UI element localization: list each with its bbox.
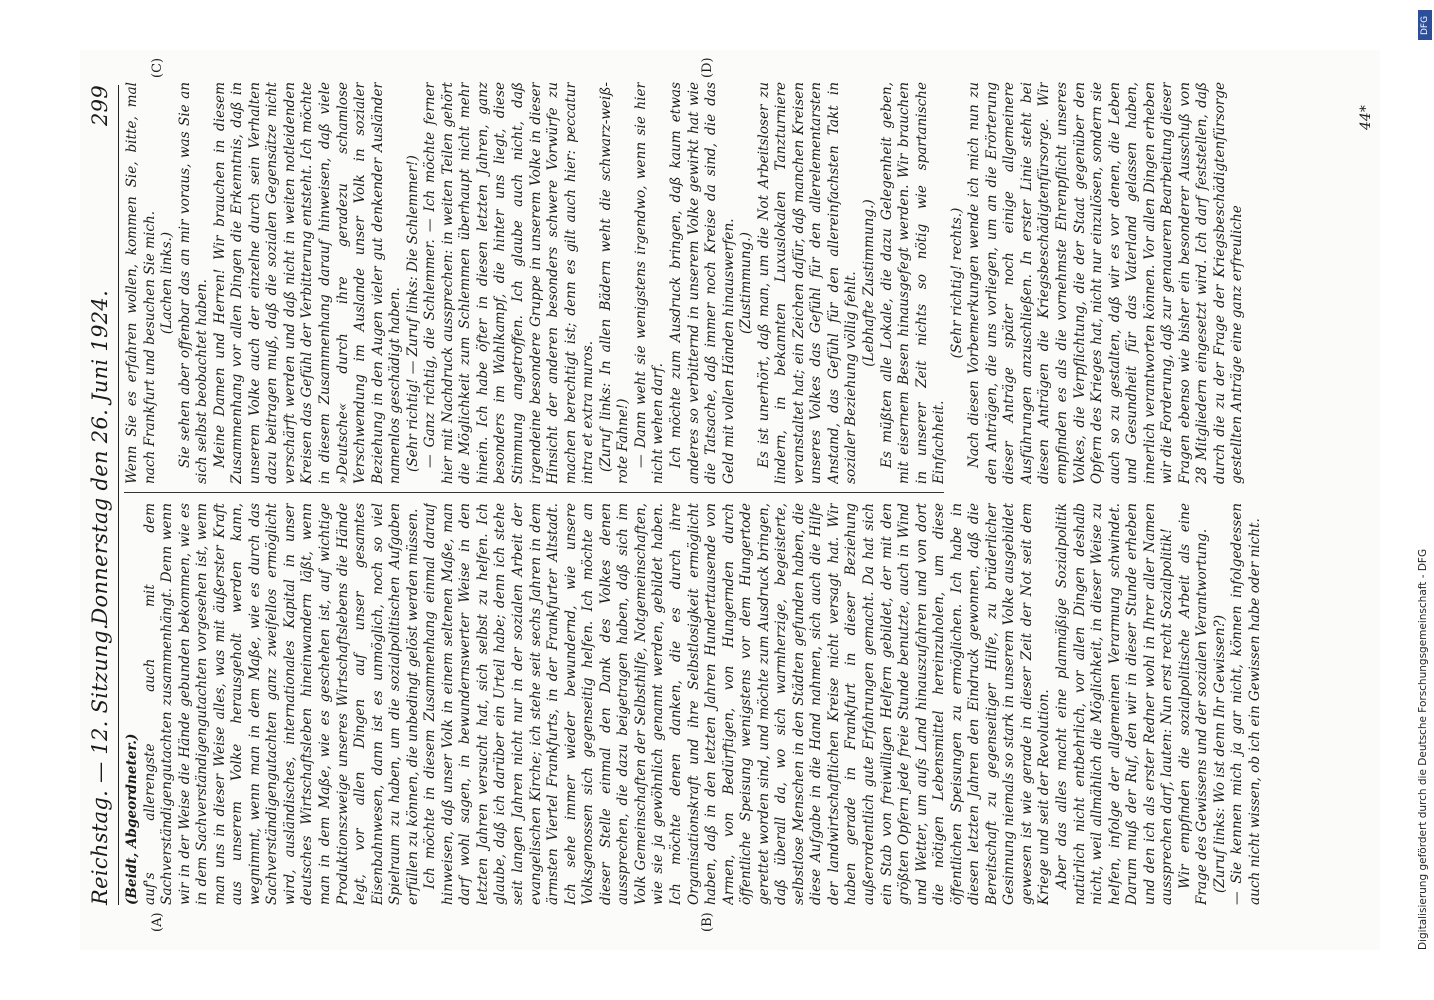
page-number: 299 [88, 85, 112, 126]
right-paragraph-7: Es ist unerhört, daß man, um die Not Arbeitsloser zu lindern, in bekannten Luxuslokalen Tanzturniere veranstaltet hat; ein Zeichen dafür, daß manchen Kreisen unseres Volkes das Gefühl für den allerelementarsten Anstand, das Gefühl für den allereinfachsten Takt in sozialer Beziehung völlig fehlt. [755, 82, 860, 484]
right-paragraph-4: — Ganz richtig, die Schlemmer. — Ich möchte ferner hier mit Nachdruck aussprechen: in weiten Teilen gehört die Möglichkeit zum Schlemmen überhaupt nicht mehr hinein. Ich habe öfter in diesen letzten Jahren, ganz besonders im Wahlkampf, die hinter uns liegt, diese Stimmung angetroffen. Ich glaube auch nicht, daß irgendeine besondere Gruppe in unserem Volke in dieser Hinsicht der anderen besonders schwere Vorwürfe zu machen berechtigt ist; denn es gilt auch hier: peccatur intra et extra muros. [422, 82, 597, 484]
header-date-and-page [88, 85, 112, 625]
speaker-label: (Beidt, Abgeordneter.) [124, 733, 140, 905]
document-page [80, 50, 1380, 950]
left-paragraph-4: Wir empfinden die sozialpolitische Arbeit als eine Frage des Gewissens und der sozialen Verantwortung. [1176, 503, 1211, 905]
right-paragraph-1: Wenn Sie es erfahren wollen, kommen Sie, bitte, mal nach Frankfurt und besuchen Sie mich. [124, 82, 158, 484]
interjection-agreement-2: (Lebhafte Zustimmung.) [860, 199, 877, 367]
right-paragraph-6: Ich möchte zum Ausdruck bringen, daß kaum etwas anderes so verbitternd in unserem Volke gewirkt hat wie die Tatsache, daß immer noch Kreise da sind, die das Geld mit vollen Händen hinauswerfen. [667, 82, 737, 484]
dfg-logo-icon: DFG [1418, 10, 1432, 40]
right-paragraph-2: Sie sehen aber offenbar das an mir voraus, was Sie an sich selbst beobachtet haben. [176, 82, 211, 484]
right-paragraph-3: Meine Damen und Herren! Wir brauchen in diesem Zusammenhang vor allen Dingen die Erkenntnis, daß in unserem Volke auch der einzelne durch sein Verhalten dazu beitragen muß, daß die sozialen Gegensätze nicht verschärft werden und daß nicht in weiten notleidenden Kreisen das Gefühl der Verbitterung entsteht. Ich möchte in diesem Zusammenhang darauf hinweisen, daß viele »Deutsche« durch ihre geradezu schamlose Verschwendung im Auslande unser Volk in sozialer Beziehung in den Augen vieler gut denkender Ausländer namenlos geschädigt haben. [211, 82, 404, 484]
interjection-schlemmer: (Sehr richtig! — Zuruf links: Die Schlemmer!) [404, 155, 421, 472]
right-paragraph-5: — Dann weht sie wenigstens irgendwo, wenn sie hier nicht wehen darf. [632, 82, 667, 484]
right-column [124, 82, 1354, 484]
interjection-agreement-1: (Zustimmung.) [738, 232, 755, 334]
left-paragraph-1: auf's allerengste auch mit dem Sachverständigengutachten zusammenhängt. Denn wenn wir in der Weise die Hände gebunden bekommen, wie es in dem Sachverständigengutachten vorgesehen ist, wenn man uns in dieser Weise alles, was mit äußerster Kraft aus unserem Volke herausgeholt werden kann, wegnimmt, wenn man in dem Maße, wie es durch das Sachverständigengutachten ganz zweifellos ermöglicht wird, ausländisches, internationales Kapital in unser deutsches Wirtschaftsleben hineinwandern läßt, wenn man in dem Maße, wie es geschehen ist, auf wichtige Produktionszweige unseres Wirtschaftslebens die Hände legt, vor allen Dingen auf unser gesamtes Eisenbahnwesen, dann ist es unmöglich, noch so viel Spielraum zu haben, um die sozialpolitischen Aufgaben erfüllen zu können, die unbedingt gelöst werden müssen. [141, 503, 421, 905]
interjection-fahne: (Zuruf links: In allen Bädern weht die schwarz-weiß-rote Fahne!) [597, 82, 632, 484]
header-session: Reichstag. — 12. Sitzung. [88, 623, 112, 905]
margin-mark-d: (D) [700, 57, 715, 78]
left-paragraph-3: Aber das alles macht eine planmäßige Sozialpolitik natürlich nicht entbehrlich, vor allen Dingen deshalb nicht, weil allmählich die Möglichkeit, in dieser Weise zu helfen, infolge der allgemeinen Verarmung schwindet. Darum muß der Ruf, den wir in dieser Stunde erheben und den ich als erster Redner wohl in Ihrer aller Namen aussprechen darf, lauten: Nun erst recht Sozialpolitik! [1053, 503, 1176, 905]
header-date: Donnerstag den 26. Juni 1924. [88, 289, 112, 625]
right-paragraph-9: Nach diesen Vorbemerkungen wende ich mich nun zu den Anträgen, die uns vorliegen, um an die Erörterung dieser Anträge später noch einige allgemeinere Ausführungen anzuschließen. In erster Linie steht bei diesen Anträgen die Kriegsbeschädigtenfürsorge. Wir empfinden es als die vornehmste Ehrenpflicht unseres Volkes, die Verpflichtung, die der Staat gegenüber den Opfern des Krieges hat, nicht nur einzulösen, sondern sie auch so zu gestalten, daß wir es vor denen, die Leben und Gesundheit für das Vaterland gelassen haben, innerlich verantworten können. Vor allen Dingen erheben wir die Forderung, daß zur genaueren Bearbeitung dieser Fragen ebenso wie bisher ein besonderer Ausschuß von 28 Mitgliedern eingesetzt wird. Ich darf feststellen, daß durch die zu der Frage der Kriegsbeschädigtenfürsorge gestellten Anträge eine ganz erfreuliche [966, 82, 1246, 484]
interjection: (Zuruf links: Wo ist denn Ihr Gewissen?) [1211, 614, 1228, 893]
left-closing-paragraph: — Sie kennen mich ja gar nicht, können infolgedessen auch nicht wissen, ob ich ein Gewissen habe oder nicht. [1229, 503, 1263, 905]
margin-mark-c: (C) [150, 57, 165, 78]
interjection-agreement-3: (Sehr richtig! rechts.) [948, 207, 965, 359]
signature-mark: 44* [1358, 105, 1374, 130]
margin-mark-b: (B) [700, 912, 715, 932]
left-column [124, 503, 1354, 905]
digitization-notice: Digitalisierung gefördert durch die Deutsche Forschungsgemeinschaft - DFG [1417, 548, 1429, 950]
column-divider [124, 492, 944, 493]
margin-mark-a: (A) [150, 912, 165, 932]
left-paragraph-2: Ich möchte in diesem Zusammenhang einmal darauf hinweisen, daß unser Volk in einem seltenen Maße, man darf wohl sagen, in bewundernswerter Weise in den letzten Jahren versucht hat, sich selbst zu helfen. Ich glaube, daß ich darüber ein Urteil habe; denn ich stehe seit langen Jahren nicht nur in der sozialen Arbeit der evangelischen Kirche; ich stehe seit sechs Jahren in dem ärmsten Viertel Frankfurts, in der Frankfurter Altstadt. Ich sehe immer wieder bewundernd, wie unsere Volksgenossen sich gegenseitig helfen. Ich möchte an dieser Stelle einmal den Dank des Volkes denen aussprechen, die dazu beigetragen haben, daß sich im Volk Gemeinschaften der Selbsthilfe, Notgemeinschaften, wie sie ja gewöhnlich genannt werden, gebildet haben. Ich möchte denen danken, die es durch ihre Organisationskraft und ihre Selbstlosigkeit ermöglicht haben, daß in den letzten Jahren Hunderttausende von Armen, von Bedürftigen, von Hungernden durch öffentliche Speisung wenigstens vor dem Hungertode gerettet worden sind, und möchte zum Ausdruck bringen, daß überall da, wo sich warmherzige, begeisterte, selbstlose Menschen in den Städten gefunden haben, die diese Aufgabe in die Hand nahmen, sich auch die Hilfe der landwirtschaftlichen Kreise nicht versagt hat. Wir haben gerade in Frankfurt in dieser Beziehung außerordentlich gute Erfahrungen gemacht. Da hat sich ein Stab von freiwilligen Helfern gebildet, der mit den größten Opfern jede freie Stunde benutzte, auch in Wind und Wetter, um aufs Land hinauszufahren und von dort die nötigen Lebensmittel hereinzuholen, um diese öffentlichen Speisungen zu ermöglichen. Ich habe in diesen letzten Jahren den Eindruck gewonnen, daß die Bereitschaft zu gegenseitiger Hilfe, zu brüderlicher Gesinnung niemals so stark in unserem Volke ausgebildet gewesen ist wie gerade in dieser Zeit der Not seit dem Kriege und seit der Revolution. [422, 503, 1053, 905]
interjection-laughter: (Lachen links.) [159, 231, 176, 335]
page-header [88, 85, 119, 905]
right-paragraph-8: Es müßten alle Lokale, die dazu Gelegenheit geben, mit eisernem Besen hinausgefegt werden. Wir brauchen in unserer Zeit nichts so nötig wie spartanische Einfachheit. [878, 82, 948, 484]
